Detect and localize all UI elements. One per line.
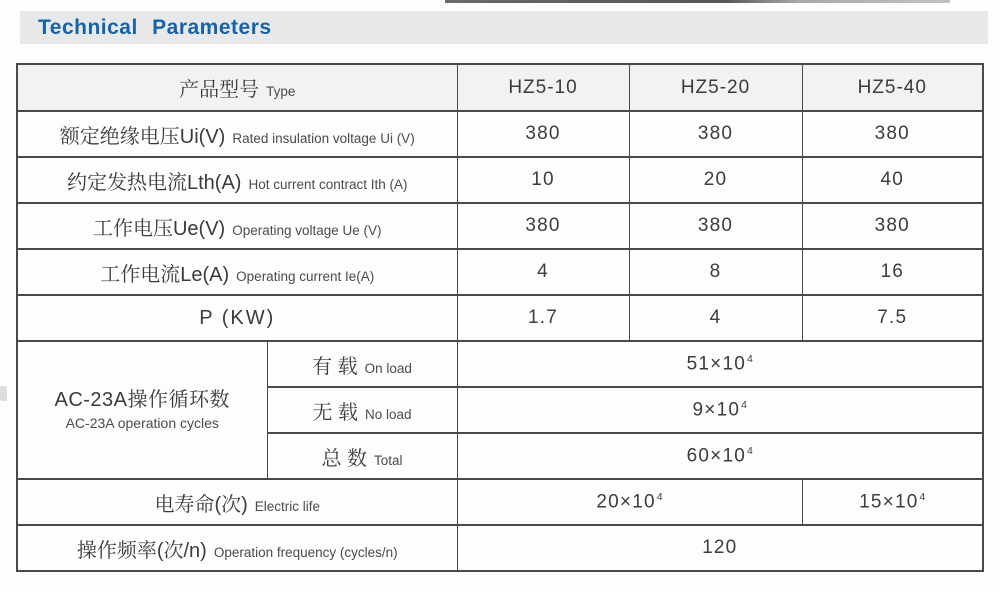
cell-value-total [457,433,983,479]
table-row-hot-current [17,157,983,203]
cell-value: 8 [629,249,802,295]
technical-parameters-table [16,63,984,572]
row-label-en: Operating voltage Ue (V) [232,222,382,238]
table-row-electric-life [17,479,983,525]
row-label [17,479,457,525]
value-exponent: 4 [919,490,926,503]
cell-value: 20 [629,157,802,203]
sub-label-zh: 总 数 [321,447,368,470]
value-exponent: 4 [747,444,753,457]
sub-label-en: On load [364,360,412,376]
row-label-zh: P (KW) [199,306,276,329]
header-model-hz5-10: HZ5-10 [457,64,629,111]
value-base: 9×10 [692,399,741,421]
cell-value: 380 [629,203,802,249]
section-title-bar [20,11,988,44]
header-model-hz5-20: HZ5-20 [629,64,802,111]
header-model-hz5-40: HZ5-40 [802,64,983,111]
sub-label-en: Total [374,452,403,468]
row-label-zh: 电寿命(次) [154,493,248,516]
cell-value-electric-life-10-20 [457,479,802,525]
sub-label-en: No load [365,406,412,422]
sub-label-zh: 有 载 [312,355,358,378]
row-label [17,203,457,249]
table-header-row [17,64,983,111]
row-label-en: Operating current Ie(A) [236,268,375,284]
cell-value: 380 [629,111,802,157]
cell-value: 16 [802,249,983,295]
row-label-zh: 约定发热电流Lth(A) [66,171,242,194]
scan-smudge [0,386,7,401]
ac-section-label-en: AC-23A operation cycles [65,414,219,431]
table-row-ac-on-load [17,341,983,387]
cell-value: 1.7 [457,295,629,341]
ac-sub-label-total [267,433,457,479]
value-exponent: 4 [741,398,747,411]
table-row-insulation-voltage [17,111,983,157]
cell-value: 380 [802,203,983,249]
page-title: Technical Parameters [38,15,272,39]
row-label [17,525,457,571]
top-artifact-line [445,0,950,3]
cell-value: 4 [629,295,802,341]
row-label-zh: 操作频率(次/n) [76,539,207,562]
row-label [17,295,457,341]
cell-value: 4 [457,249,629,295]
row-label [17,111,457,157]
value-exponent: 4 [747,352,753,365]
ac-sub-label-no-load [267,387,457,433]
value-base: 20×10 [596,491,656,513]
cell-value: 10 [457,157,629,203]
row-label-zh: 工作电流Le(A) [100,263,230,286]
row-label-en: Operation frequency (cycles/n) [213,544,398,560]
row-label-zh: 额定绝缘电压Ui(V) [59,125,226,148]
header-type-label-en: Type [266,84,296,99]
row-label [17,157,457,203]
row-label-en: Hot current contract Ith (A) [248,176,408,192]
ac-section-label [17,341,267,479]
cell-value: 380 [457,203,629,249]
ac-section-label-zh: AC-23A操作循环数 [54,388,231,411]
cell-value: 380 [457,111,629,157]
value-base: 15×10 [859,491,919,513]
cell-value: 380 [802,111,983,157]
row-label-en: Electric life [254,498,321,514]
cell-value-electric-life-40 [802,479,983,525]
value-exponent: 4 [656,490,663,503]
table-row-operating-current [17,249,983,295]
cell-value-operation-frequency: 120 [457,525,983,571]
table-row-operation-frequency [17,525,983,571]
row-label [17,249,457,295]
value-base: 51×10 [686,353,747,375]
ac-sub-label-on-load [267,341,457,387]
sub-label-zh: 无 载 [312,401,358,424]
value-base: 60×10 [686,445,747,467]
cell-value-no-load [457,387,983,433]
row-label-zh: 工作电压Ue(V) [92,217,226,240]
header-type-cell [17,64,457,111]
table-row-power-kw [17,295,983,341]
table-row-operating-voltage [17,203,983,249]
cell-value: 7.5 [802,295,983,341]
cell-value-on-load [457,341,983,387]
row-label-en: Rated insulation voltage Ui (V) [232,130,415,146]
cell-value: 40 [802,157,983,203]
header-type-label-zh: 产品型号 [179,79,260,101]
